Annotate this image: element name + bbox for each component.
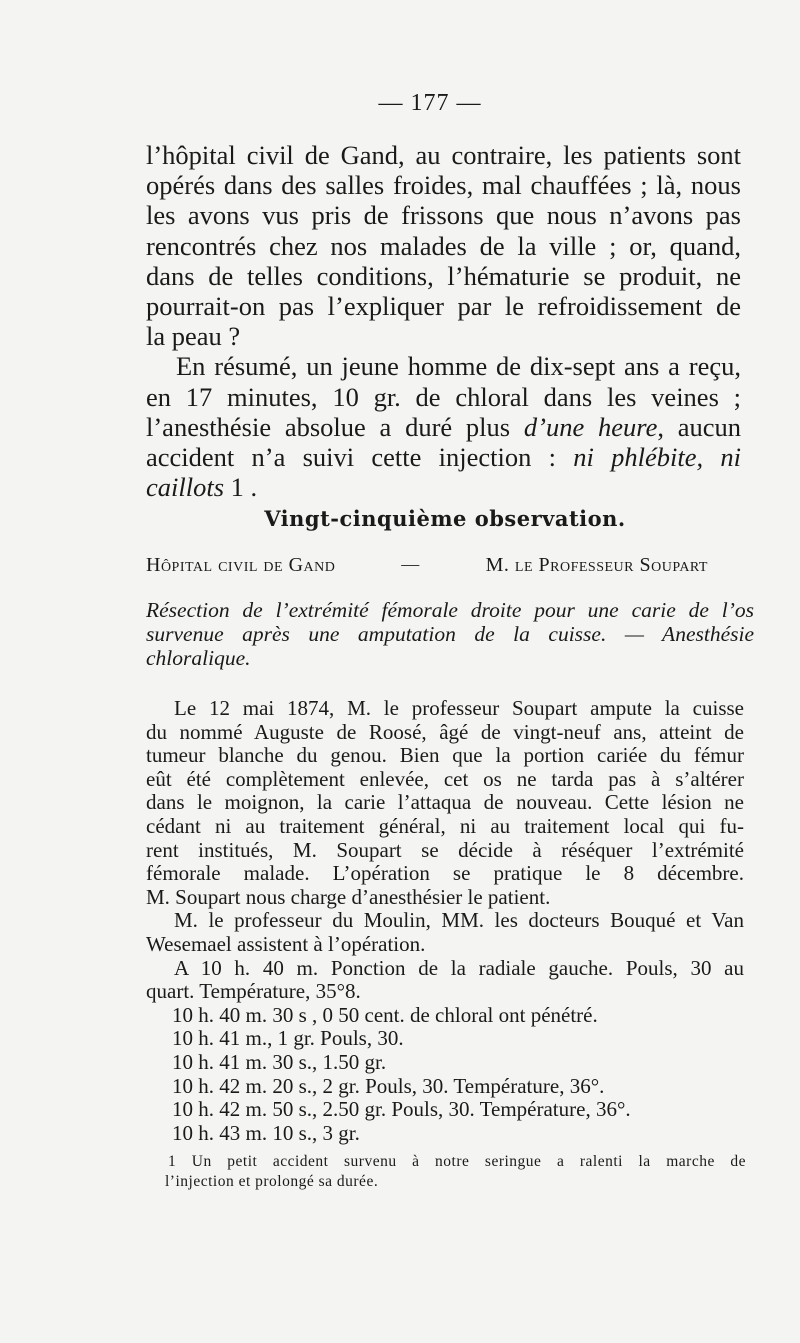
assistants-line: Wesemael assistent à l’opération. xyxy=(146,931,426,956)
summary-line xyxy=(146,442,741,472)
text-line: l’hôpital civil de Gand, au contraire, les patients sont xyxy=(146,140,741,170)
case-line: dans le moignon, la carie l’attaqua de nouveau. Cette lésion ne xyxy=(146,790,744,815)
timeline-entry: 10 h. 42 m. 50 s., 2.50 gr. Pouls, 30. Température, 36°. xyxy=(172,1097,631,1122)
emphasis-text: d’une heure xyxy=(523,411,658,442)
summary-text: , aucun xyxy=(657,411,741,442)
text-line: rencontrés chez nos malades de la ville ; or, quand, xyxy=(146,230,741,261)
text-line: les avons vus pris de frissons que nous n’avons pas xyxy=(146,200,741,231)
text-line: dans de telles conditions, l’hématurie se produit, ne xyxy=(146,260,741,291)
case-line: eût été complètement enlevée, cet os ne tarda pas à s’altérer xyxy=(146,766,744,791)
case-line: tumeur blanche du genou. Bien que la portion cariée du fémur xyxy=(146,743,744,768)
case-line: Le 12 mai 1874, M. le professeur Soupart ampute la cuisse xyxy=(174,696,744,720)
puncture-line: A 10 h. 40 m. Ponction de la radiale gauche. Pouls, 30 au xyxy=(174,955,744,980)
case-line: M. Soupart nous charge d’anesthésier le patient. xyxy=(146,884,551,909)
case-title xyxy=(146,598,754,670)
summary-text: l’anesthésie absolue a duré plus xyxy=(146,411,524,442)
footnote-line: l’injection et prolongé sa durée. xyxy=(165,1172,379,1190)
summary-line: En résumé, un jeune homme de dix-sept ans a reçu, xyxy=(176,351,741,382)
case-line: fémorale malade. L’opération se pratique le 8 décembre. xyxy=(146,861,744,886)
footnote-ref: 1 . xyxy=(224,472,258,503)
timeline-entry: 10 h. 41 m. 30 s., 1.50 gr. xyxy=(172,1049,387,1074)
text-line: pourrait-on pas l’expliquer par le refroidissement de xyxy=(146,291,741,322)
emphasis-text: ni phlébite, ni xyxy=(573,442,742,473)
text-line: opérés dans des salles froides, mal chauffées ; là, nous xyxy=(146,170,741,201)
footnote-line: 1 Un petit accident survenu à notre seringue a ralenti la marche de xyxy=(168,1153,746,1170)
timeline-entry: 10 h. 42 m. 20 s., 2 gr. Pouls, 30. Température, 36°. xyxy=(172,1073,605,1098)
summary-line xyxy=(146,472,741,502)
case-title-line: chloralique. xyxy=(146,646,251,670)
timeline-entry: 10 h. 43 m. 10 s., 3 gr. xyxy=(172,1120,360,1145)
case-body xyxy=(146,697,744,1145)
page-number: — 177 — xyxy=(378,90,482,116)
case-line: du nommé Auguste de Roosé, âgé de vingt-neuf ans, atteint de xyxy=(146,719,744,744)
professor-name: M. le Professeur Soupart xyxy=(485,554,708,576)
subheading-dash: — xyxy=(401,554,420,574)
summary-line: en 17 minutes, 10 gr. de chloral dans les veines ; xyxy=(146,381,741,412)
footnote xyxy=(165,1152,746,1191)
emphasis-text: caillots xyxy=(146,472,225,503)
intro-paragraph xyxy=(146,140,741,502)
case-title-line: Résection de l’extrémité fémorale droite pour une carie de l’os xyxy=(146,598,754,622)
case-title-line: survenue après une amputation de la cuisse. — Anesthésie xyxy=(146,622,754,646)
timeline-entry: 10 h. 41 m., 1 gr. Pouls, 30. xyxy=(172,1026,404,1051)
hospital-name: Hôpital civil de Gand xyxy=(146,554,336,576)
case-line: cédant ni au traitement général, ni au traitement local qui fu- xyxy=(146,813,744,838)
summary-text: accident n’a suivi cette injection : xyxy=(146,442,574,473)
section-subheading xyxy=(146,554,708,577)
text-line: la peau ? xyxy=(146,321,241,352)
case-line: rent institués, M. Soupart se décide à réséquer l’extrémité xyxy=(146,837,744,862)
assistants-line: M. le professeur du Moulin, MM. les docteurs Bouqué et Van xyxy=(174,908,744,933)
section-heading: Vingt-cinquième observation. xyxy=(264,506,626,531)
summary-line xyxy=(146,412,741,442)
timeline-entry: 10 h. 40 m. 30 s , 0 50 cent. de chloral ont pénétré. xyxy=(172,1002,598,1027)
puncture-line: quart. Température, 35°8. xyxy=(146,979,361,1004)
